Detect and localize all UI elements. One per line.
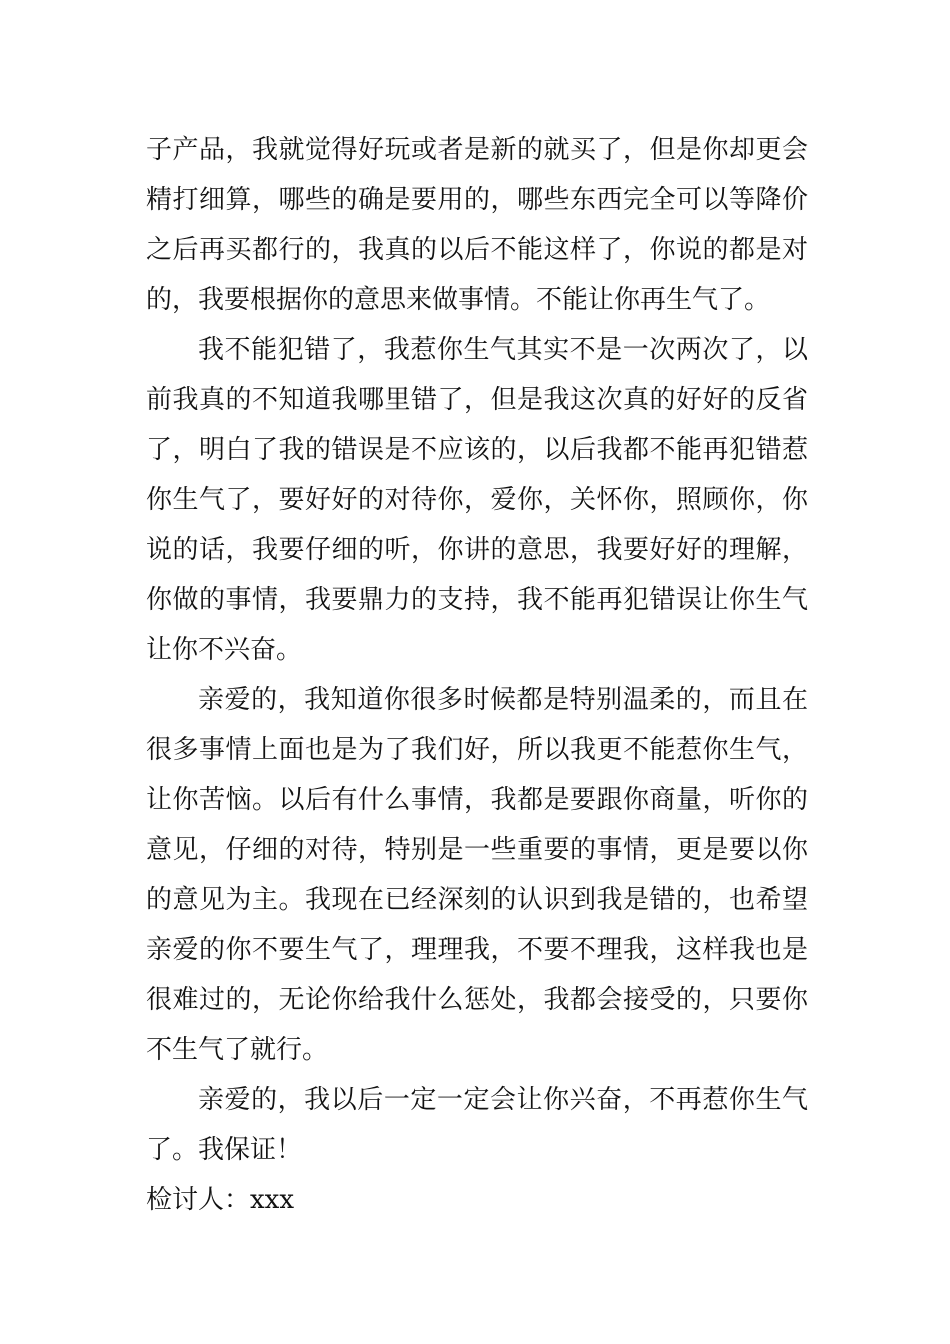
paragraph-1: 子产品，我就觉得好玩或者是新的就买了，但是你却更会精打细算，哪些的确是要用的，哪些东西完全可以等降价之后再买都行的，我真的以后不能这样了，你说的都是对的，我要根据你的意思来做事情。不能让你再生气了。 [146,135,808,315]
paragraph-3: 亲爱的，我知道你很多时候都是特别温柔的，而且在很多事情上面也是为了我们好，所以我更不能惹你生气，让你苦恼。以后有什么事情，我都是要跟你商量，听你的意见，仔细的对待，特别是一些重要的事情，更是要以你的意见为主。我现在已经深刻的认识到我是错的，也希望亲爱的你不要生气了，理理我，不要不理我，这样我也是很难过的，无论你给我什么惩处，我都会接受的，只要你不生气了就行。 [146,685,808,1065]
paragraph-4: 亲爱的，我以后一定一定会让你兴奋，不再惹你生气了。我保证！ [146,1085,808,1165]
paragraph-2: 我不能犯错了，我惹你生气其实不是一次两次了，以前我真的不知道我哪里错了，但是我这次真的好好的反省了，明白了我的错误是不应该的，以后我都不能再犯错惹你生气了，要好好的对待你，爱你，关怀你，照顾你，你说的话，我要仔细的听，你讲的意思，我要好好的理解，你做的事情，我要鼎力的支持，我不能再犯错误让你生气让你不兴奋。 [146,335,808,665]
signature-line: 检讨人：xxx [146,1185,294,1215]
document-body [146,125,808,1225]
